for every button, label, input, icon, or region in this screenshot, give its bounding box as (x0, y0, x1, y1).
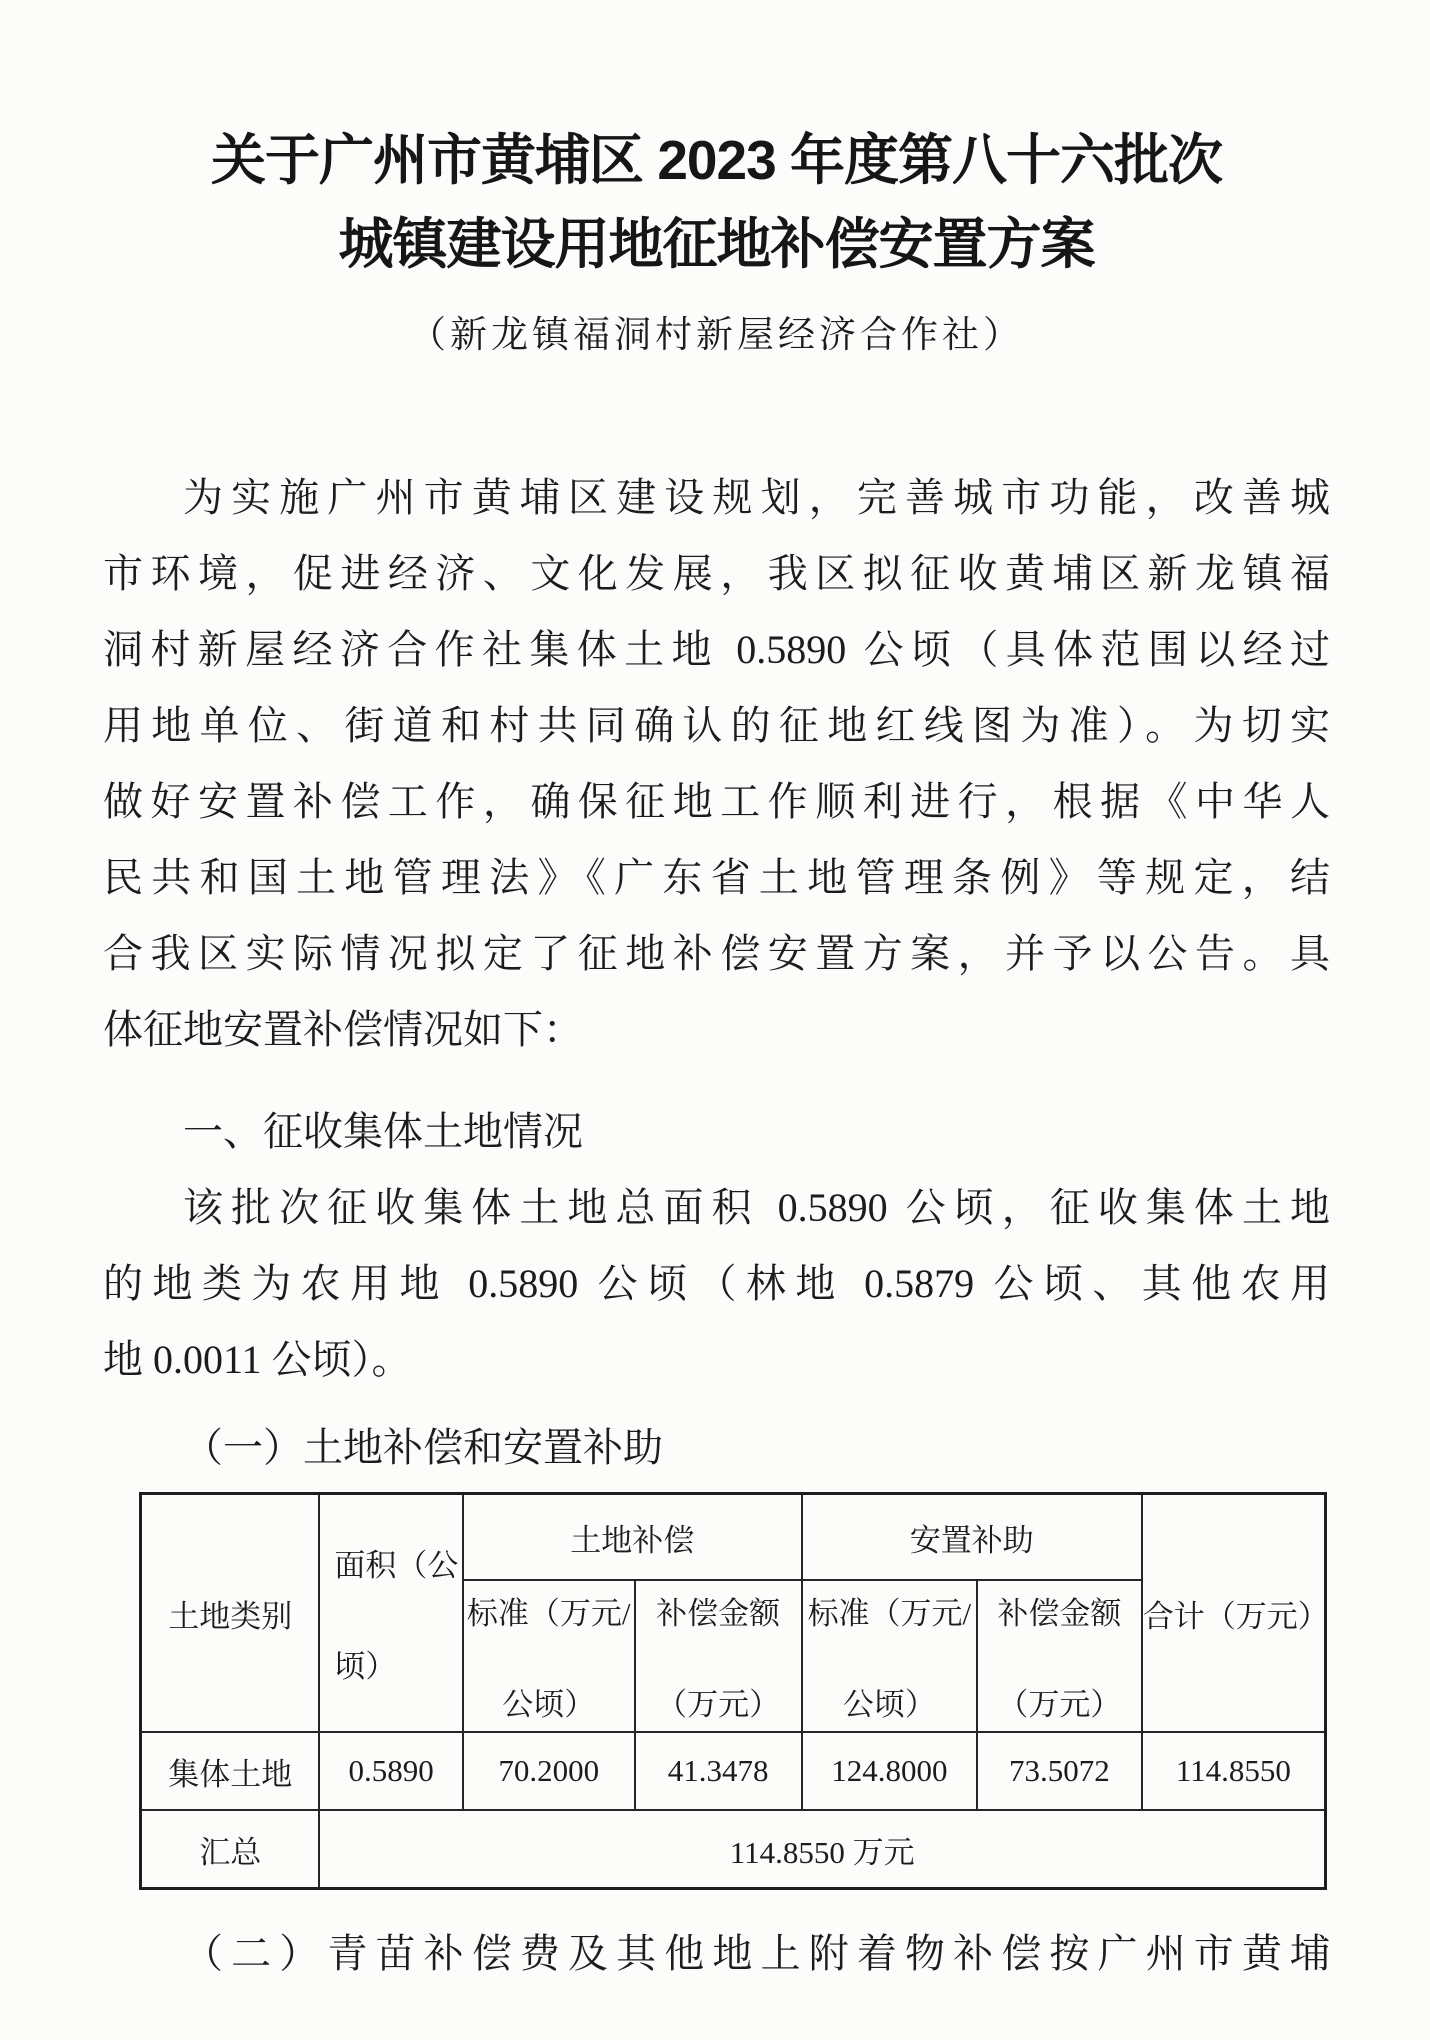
closing-line: （二）青苗补偿费及其他地上附着物补偿按广州市黄埔 (183, 1931, 1330, 1976)
paragraph1-line: 市环境，促进经济、文化发展，我区拟征收黄埔区新龙镇福 (103, 551, 1330, 596)
document-title (103, 118, 1330, 286)
group-header-resettlement-subsidy: 安置补助 (802, 1494, 1142, 1581)
col-header-land-type: 土地类别 (141, 1494, 320, 1733)
paragraph1-line: 体征地安置补偿情况如下： (103, 1007, 583, 1052)
cell-land-standard: 70.2000 (463, 1732, 635, 1810)
summary-label: 汇总 (141, 1810, 320, 1889)
cell-land-amount: 41.3478 (635, 1732, 802, 1810)
col-header-area-line1: 面积（公 (334, 1548, 459, 1583)
paragraph1-line: 为实施广州市黄埔区建设规划，完善城市功能，改善城 (183, 475, 1330, 520)
col-header-resettle-amount (977, 1580, 1142, 1732)
paragraph1-line: 合我区实际情况拟定了征地补偿安置方案，并予以公告。具 (103, 931, 1330, 976)
summary-value: 114.8550 万元 (319, 1810, 1325, 1889)
col-header-resettle-amount-line1: 补偿金额 (997, 1596, 1122, 1631)
paragraph1-line: 做好安置补偿工作，确保征地工作顺利进行，根据《中华人 (103, 779, 1330, 824)
cell-land-type: 集体土地 (141, 1732, 320, 1810)
cell-total: 114.8550 (1142, 1732, 1326, 1810)
col-header-land-standard-line1: 标准（万元/ (466, 1596, 631, 1631)
table-header-group-row (141, 1494, 1326, 1581)
paragraph1-line: 用地单位、街道和村共同确认的征地红线图为准）。为切实 (103, 703, 1330, 748)
paragraph2-line: 的地类为农用地 0.5890 公顷（林地 0.5879 公顷、其他农用 (103, 1261, 1330, 1306)
col-header-land-standard (463, 1580, 635, 1732)
subsection1-heading: （一）土地补偿和安置补助 (183, 1425, 663, 1470)
col-header-resettle-amount-line2: （万元） (997, 1687, 1122, 1722)
paragraph1-line: 洞村新屋经济合作社集体土地 0.5890 公顷（具体范围以经过 (103, 627, 1330, 672)
paragraph1-line: 民共和国土地管理法》《广东省土地管理条例》等规定，结 (103, 855, 1330, 900)
title-line-1: 关于广州市黄埔区 2023 年度第八十六批次 (211, 129, 1222, 191)
col-header-resettle-standard-line1: 标准（万元/ (807, 1596, 972, 1631)
cell-resettle-standard: 124.8000 (802, 1732, 977, 1810)
paragraph2-line: 地 0.0011 公顷）。 (103, 1337, 412, 1382)
col-header-land-amount (635, 1580, 802, 1732)
table-summary-row (141, 1810, 1326, 1889)
col-header-land-amount-line2: （万元） (656, 1687, 781, 1722)
table-row (141, 1732, 1326, 1810)
col-header-land-amount-line1: 补偿金额 (656, 1596, 781, 1631)
col-header-area (319, 1494, 462, 1733)
col-header-total: 合计（万元） (1142, 1494, 1326, 1733)
title-line-2: 城镇建设用地征地补偿安置方案 (338, 213, 1095, 275)
body-text (103, 460, 1330, 1486)
col-header-resettle-standard-line2: 公顷） (842, 1687, 936, 1722)
group-header-land-compensation: 土地补偿 (463, 1494, 802, 1581)
compensation-table (139, 1492, 1327, 1890)
col-header-area-line2: 顷） (334, 1649, 397, 1684)
document-subtitle: （新龙镇福洞村新屋经济合作社） (409, 315, 1024, 356)
col-header-resettle-standard (802, 1580, 977, 1732)
section1-heading: 一、征收集体土地情况 (183, 1109, 583, 1154)
paragraph2-line: 该批次征收集体土地总面积 0.5890 公顷，征收集体土地 (183, 1185, 1330, 1230)
cell-area: 0.5890 (319, 1732, 462, 1810)
col-header-land-standard-line2: 公顷） (502, 1687, 596, 1722)
cell-resettle-amount: 73.5072 (977, 1732, 1142, 1810)
